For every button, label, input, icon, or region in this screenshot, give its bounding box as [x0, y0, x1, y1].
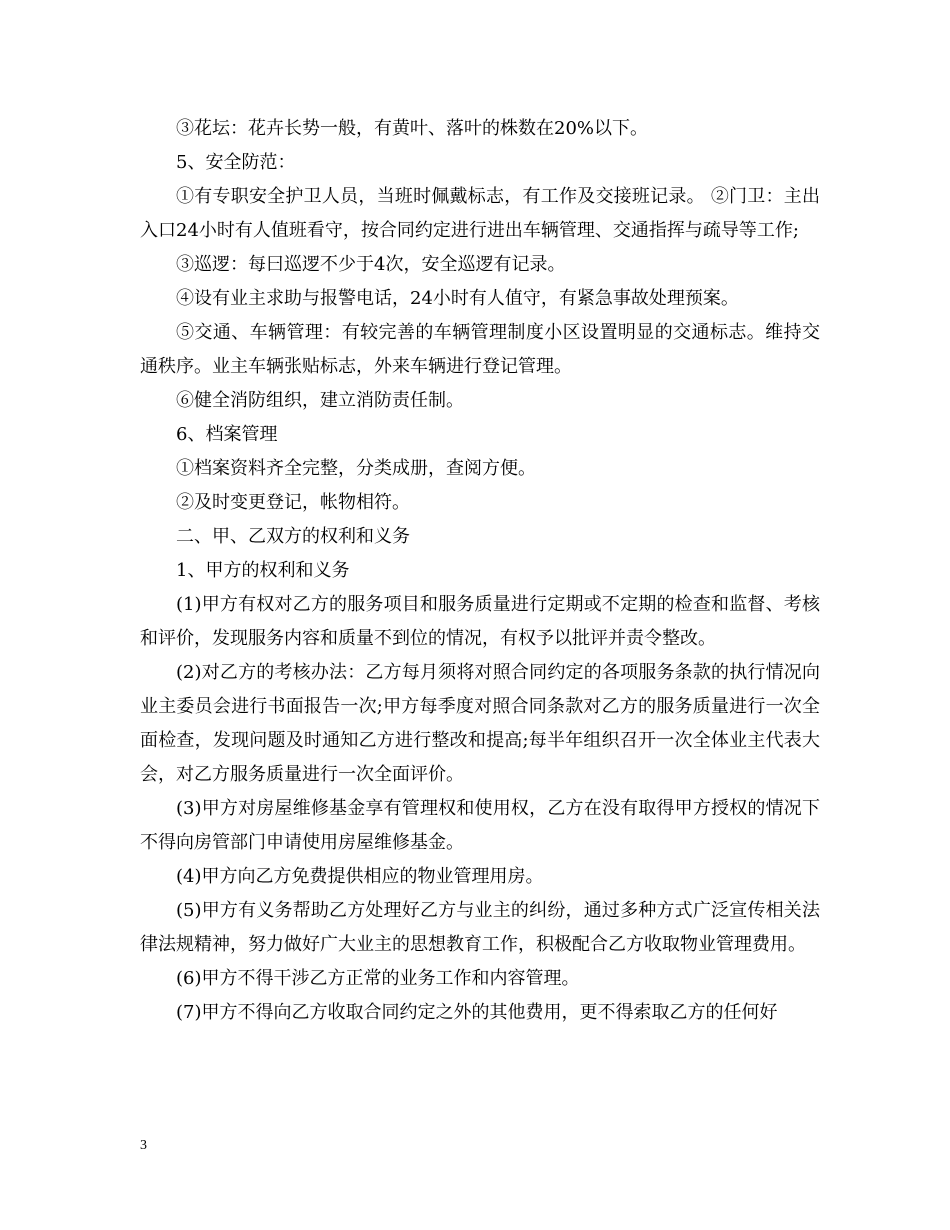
- paragraph: (2)对乙方的考核办法：乙方每月须将对照合同约定的各项服务条款的执行情况向业主委员会进行书面报告一次;甲方每季度对照合同条款对乙方的服务质量进行一次全面检查，发现问题及时通知乙方进行整改和提高;每半年组织召开一次全体业主代表大会，对乙方服务质量进行一次全面评价。: [140, 662, 820, 785]
- paragraph: ⑥健全消防组织，建立消防责任制。: [176, 390, 464, 411]
- paragraph: (5)甲方有义务帮助乙方处理好乙方与业主的纠纷，通过多种方式广泛宣传相关法律法规精神，努力做好广大业主的思想教育工作，积极配合乙方收取物业管理费用。: [140, 900, 820, 955]
- paragraph: ②及时变更登记，帐物相符。: [176, 492, 410, 513]
- paragraph: ①档案资料齐全完整，分类成册，查阅方便。: [176, 458, 536, 479]
- section-heading: 二、甲、乙双方的权利和义务: [176, 526, 410, 547]
- document-body: [140, 112, 820, 1030]
- paragraph: (3)甲方对房屋维修基金享有管理权和使用权，乙方在没有取得甲方授权的情况下不得向房管部门申请使用房屋维修基金。: [140, 798, 820, 853]
- section-heading: 1、甲方的权利和义务: [176, 560, 350, 581]
- paragraph: ④设有业主求助与报警电话，24小时有人值守，有紧急事故处理预案。: [176, 288, 739, 309]
- paragraph: (1)甲方有权对乙方的服务项目和服务质量进行定期或不定期的检查和监督、考核和评价，发现服务内容和质量不到位的情况，有权予以批评并责令整改。: [140, 594, 820, 649]
- paragraph: (7)甲方不得向乙方收取合同约定之外的其他费用，更不得索取乙方的任何好: [176, 1002, 778, 1023]
- page-number: 3: [140, 1138, 147, 1153]
- paragraph: ③巡逻：每曰巡逻不少于4次，安全巡逻有记录。: [176, 254, 566, 275]
- paragraph: ⑤交通、车辆管理：有较完善的车辆管理制度小区设置明显的交通标志。维持交通秩序。业主车辆张贴标志，外来车辆进行登记管理。: [140, 322, 820, 377]
- paragraph: (6)甲方不得干涉乙方正常的业务工作和内容管理。: [176, 968, 580, 989]
- section-heading: 5、安全防范：: [176, 152, 296, 173]
- paragraph: ③花坛：花卉长势一般，有黄叶、落叶的株数在20%以下。: [176, 118, 649, 139]
- section-heading: 6、档案管理: [176, 424, 278, 445]
- paragraph: (4)甲方向乙方免费提供相应的物业管理用房。: [176, 866, 544, 887]
- paragraph: ①有专职安全护卫人员，当班时佩戴标志，有工作及交接班记录。 ②门卫：主出入口24小时有人值班看守，按合同约定进行进出车辆管理、交通指挥与疏导等工作;: [140, 186, 820, 241]
